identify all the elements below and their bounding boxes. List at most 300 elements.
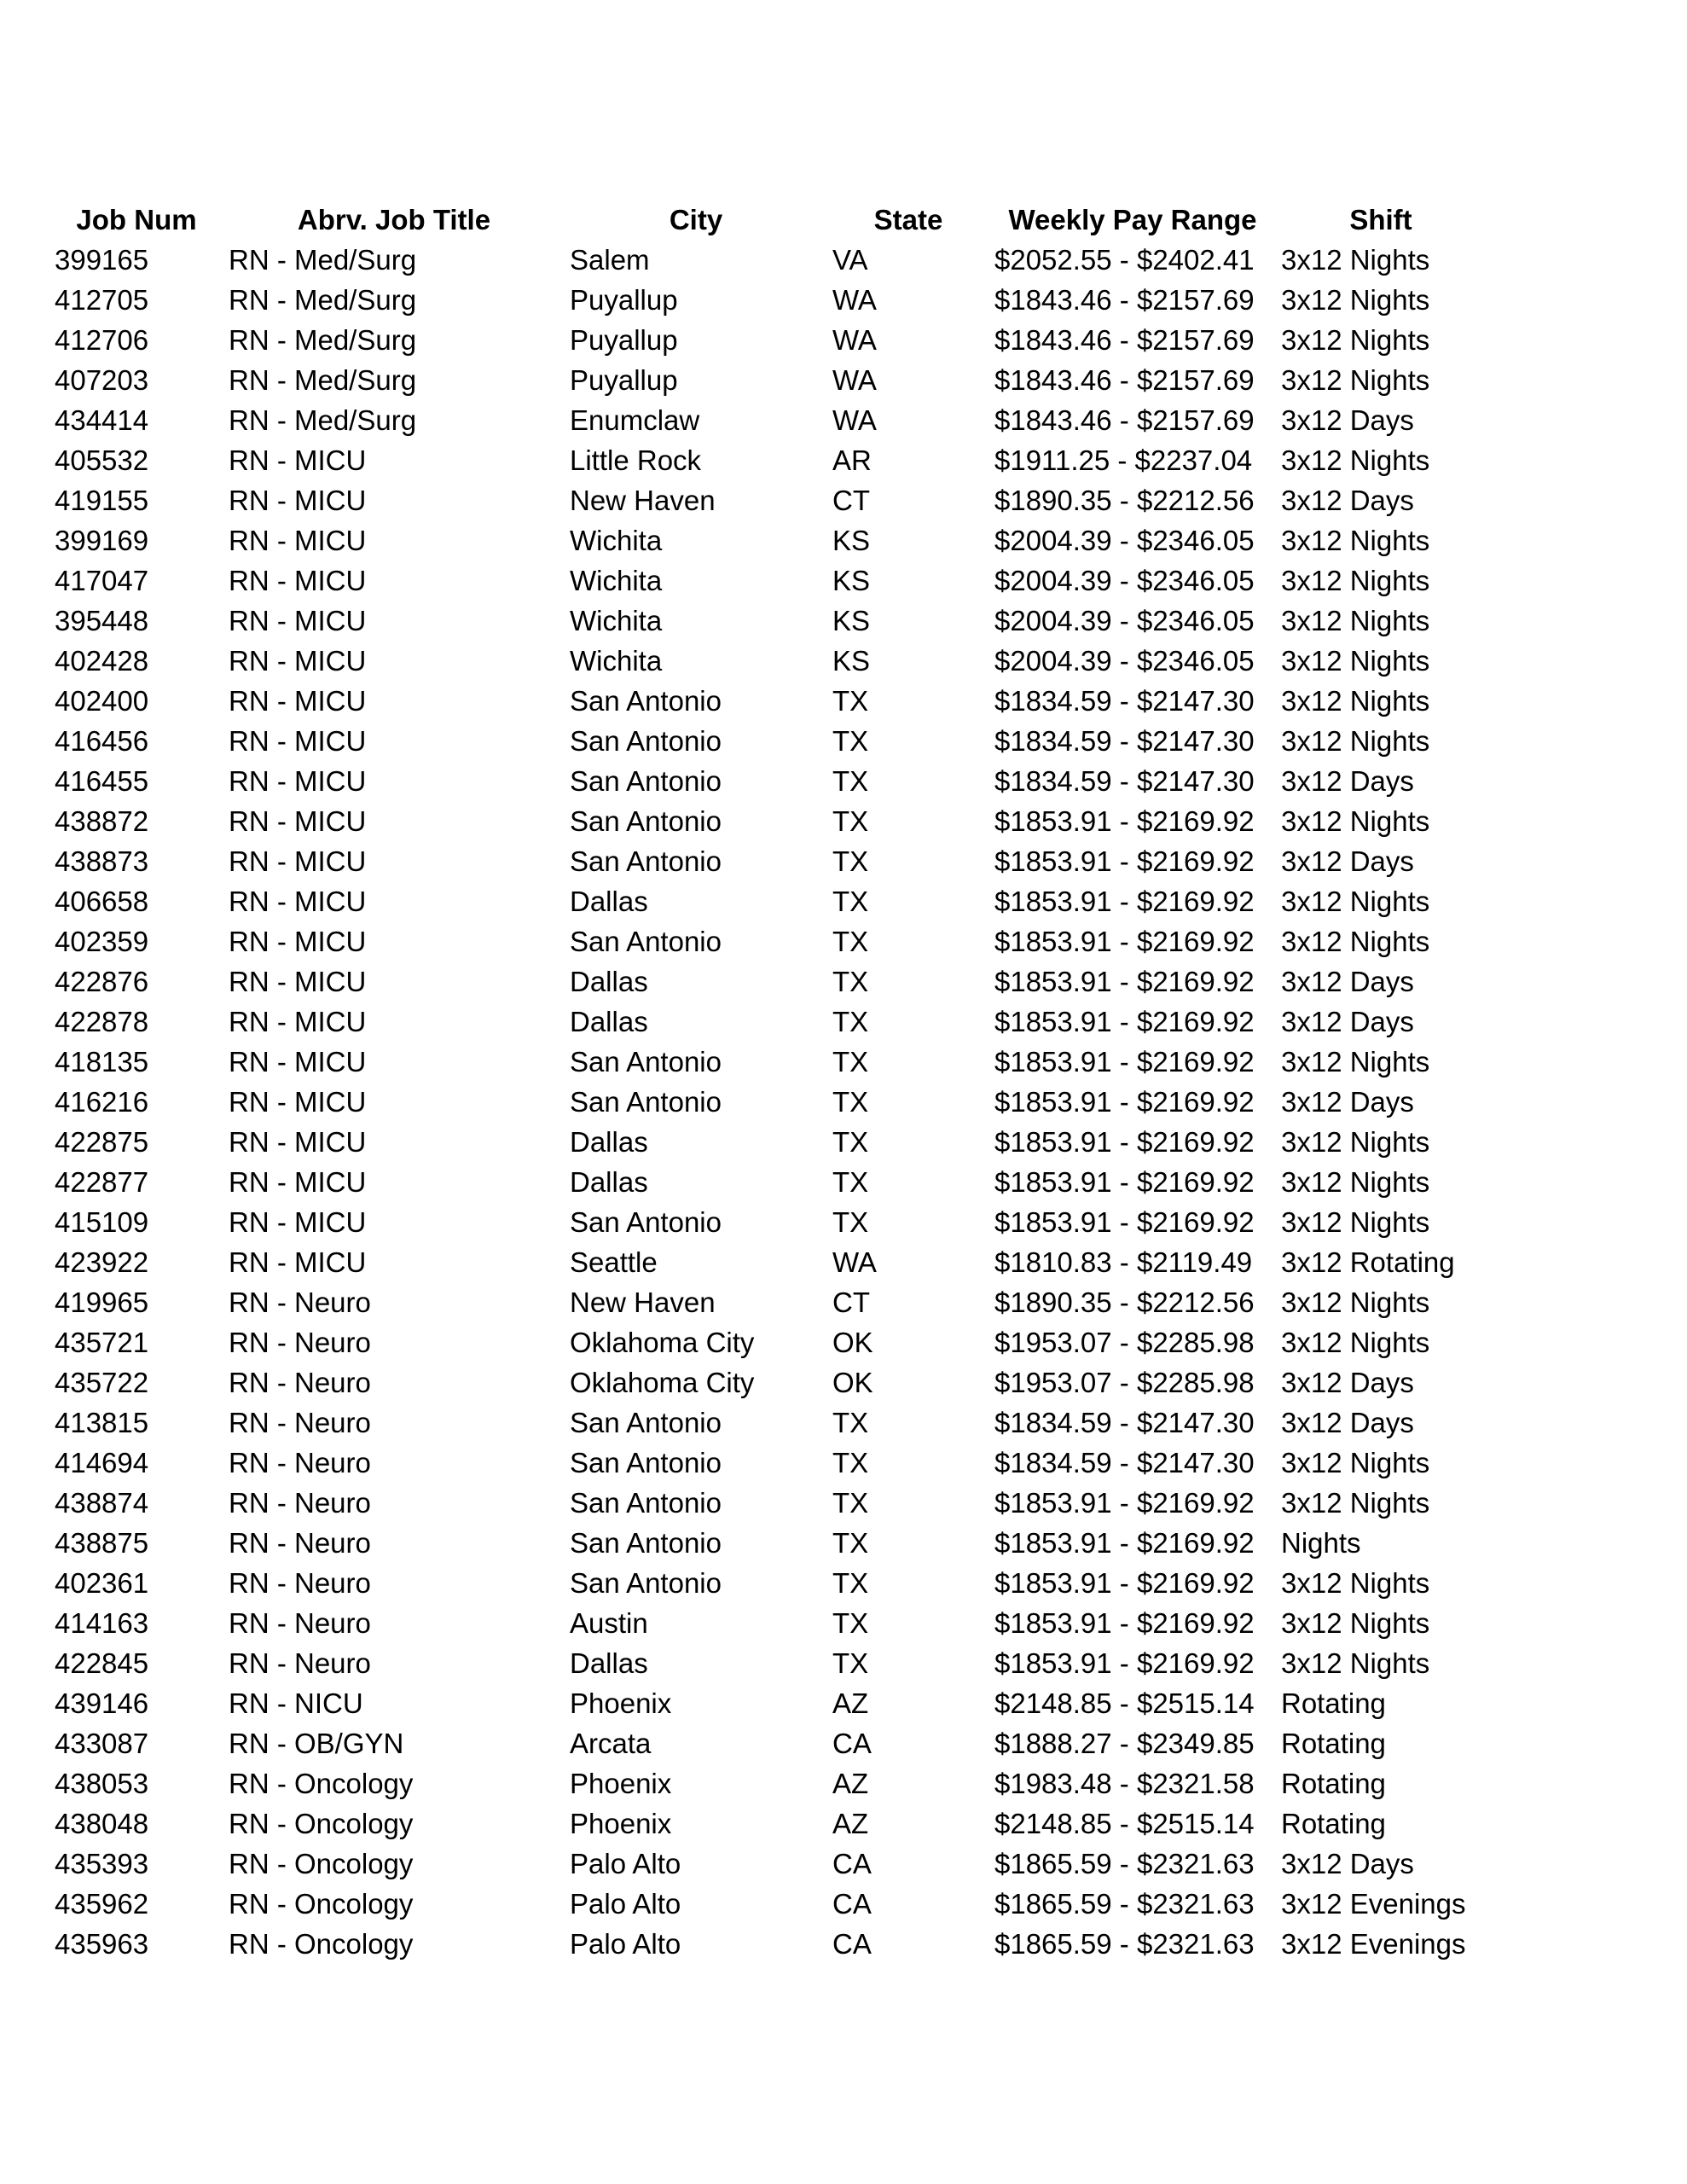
job-num-cell: 438053 xyxy=(55,1768,149,1799)
city-cell: Palo Alto xyxy=(570,1928,681,1960)
city-cell: Arcata xyxy=(570,1728,652,1759)
job-num-cell: 422875 xyxy=(55,1126,149,1158)
weekly-pay-cell: $1865.59 - $2321.63 xyxy=(994,1848,1255,1879)
shift-cell: 3x12 Nights xyxy=(1281,1567,1430,1599)
job-num-cell: 416456 xyxy=(55,725,149,757)
city-cell: Palo Alto xyxy=(570,1848,681,1879)
job-num-cell: 413815 xyxy=(55,1407,149,1438)
city-cell: Austin xyxy=(570,1607,648,1639)
table-row xyxy=(49,440,1486,480)
job-num-cell: 433087 xyxy=(55,1728,149,1759)
table-row xyxy=(49,1924,1486,1964)
city-cell: San Antonio xyxy=(570,1487,722,1519)
shift-cell: 3x12 Nights xyxy=(1281,1046,1430,1077)
table-row xyxy=(49,601,1486,641)
shift-cell: 3x12 Nights xyxy=(1281,565,1430,596)
shift-cell: 3x12 Days xyxy=(1281,1086,1414,1118)
table-row xyxy=(49,1122,1486,1162)
state-cell: WA xyxy=(832,404,877,436)
city-cell: Wichita xyxy=(570,645,663,677)
city-cell: San Antonio xyxy=(570,845,722,877)
job-num-cell: 395448 xyxy=(55,605,149,636)
city-cell: Salem xyxy=(570,244,650,276)
table-row xyxy=(49,881,1486,921)
table-row xyxy=(49,1082,1486,1122)
shift-cell: 3x12 Days xyxy=(1281,1006,1414,1037)
job-num-cell: 435962 xyxy=(55,1888,149,1920)
job-num-cell: 418135 xyxy=(55,1046,149,1077)
state-cell: TX xyxy=(832,1607,869,1639)
shift-cell: Nights xyxy=(1281,1527,1361,1559)
table-row xyxy=(49,961,1486,1002)
table-row xyxy=(49,1202,1486,1242)
shift-cell: Rotating xyxy=(1281,1808,1386,1839)
job-num-cell: 399165 xyxy=(55,244,149,276)
shift-cell: 3x12 Nights xyxy=(1281,444,1430,476)
job-num-cell: 419965 xyxy=(55,1287,149,1318)
state-cell: TX xyxy=(832,1447,869,1478)
weekly-pay-cell: $1834.59 - $2147.30 xyxy=(994,765,1255,797)
shift-cell: Rotating xyxy=(1281,1728,1386,1759)
table-row xyxy=(49,721,1486,761)
city-cell: Dallas xyxy=(570,1126,648,1158)
job-table xyxy=(49,200,1486,1964)
table-row xyxy=(49,1523,1486,1563)
shift-cell: 3x12 Evenings xyxy=(1281,1928,1466,1960)
state-cell: TX xyxy=(832,1487,869,1519)
shift-cell: 3x12 Nights xyxy=(1281,926,1430,957)
job-num-cell: 423922 xyxy=(55,1246,149,1278)
job-num-cell: 438873 xyxy=(55,845,149,877)
city-cell: New Haven xyxy=(570,485,716,516)
city-cell: Dallas xyxy=(570,966,648,997)
shift-cell: 3x12 Rotating xyxy=(1281,1246,1455,1278)
header-row xyxy=(49,200,1486,240)
city-cell: Palo Alto xyxy=(570,1888,681,1920)
job-title-cell: RN - Neuro xyxy=(229,1567,371,1599)
table-row xyxy=(49,1763,1486,1804)
city-cell: San Antonio xyxy=(570,685,722,717)
weekly-pay-cell: $1843.46 - $2157.69 xyxy=(994,404,1255,436)
job-title-cell: RN - Neuro xyxy=(229,1527,371,1559)
weekly-pay-cell: $1865.59 - $2321.63 xyxy=(994,1928,1255,1960)
state-cell: WA xyxy=(832,364,877,396)
shift-cell: 3x12 Days xyxy=(1281,845,1414,877)
shift-cell: 3x12 Nights xyxy=(1281,324,1430,356)
job-title-cell: RN - Med/Surg xyxy=(229,284,417,316)
shift-cell: 3x12 Days xyxy=(1281,765,1414,797)
table-row xyxy=(49,400,1486,440)
job-num-cell: 407203 xyxy=(55,364,149,396)
table-row xyxy=(49,921,1486,961)
job-num-cell: 402428 xyxy=(55,645,149,677)
table-row xyxy=(49,1362,1486,1403)
header-job-num: Job Num xyxy=(76,204,197,235)
state-cell: TX xyxy=(832,685,869,717)
job-title-cell: RN - Oncology xyxy=(229,1928,414,1960)
state-cell: TX xyxy=(832,1206,869,1238)
job-num-cell: 422876 xyxy=(55,966,149,997)
job-title-cell: RN - MICU xyxy=(229,605,367,636)
job-title-cell: RN - NICU xyxy=(229,1687,363,1719)
city-cell: San Antonio xyxy=(570,1527,722,1559)
state-cell: TX xyxy=(832,765,869,797)
city-cell: New Haven xyxy=(570,1287,716,1318)
city-cell: Puyallup xyxy=(570,364,678,396)
state-cell: TX xyxy=(832,926,869,957)
job-title-cell: RN - Med/Surg xyxy=(229,324,417,356)
job-title-cell: RN - MICU xyxy=(229,645,367,677)
state-cell: KS xyxy=(832,565,871,596)
weekly-pay-cell: $1843.46 - $2157.69 xyxy=(994,284,1255,316)
shift-cell: Rotating xyxy=(1281,1768,1386,1799)
table-row xyxy=(49,1723,1486,1763)
city-cell: San Antonio xyxy=(570,1086,722,1118)
shift-cell: 3x12 Nights xyxy=(1281,645,1430,677)
city-cell: San Antonio xyxy=(570,926,722,957)
job-num-cell: 402361 xyxy=(55,1567,149,1599)
table-row xyxy=(49,1844,1486,1884)
shift-cell: 3x12 Nights xyxy=(1281,805,1430,837)
job-title-cell: RN - MICU xyxy=(229,1246,367,1278)
job-title-cell: RN - MICU xyxy=(229,525,367,556)
state-cell: OK xyxy=(832,1327,873,1358)
weekly-pay-cell: $1834.59 - $2147.30 xyxy=(994,1407,1255,1438)
table-row xyxy=(49,520,1486,561)
weekly-pay-cell: $1853.91 - $2169.92 xyxy=(994,1046,1255,1077)
job-num-cell: 438872 xyxy=(55,805,149,837)
city-cell: Enumclaw xyxy=(570,404,700,436)
header-job-title: Abrv. Job Title xyxy=(297,204,491,235)
shift-cell: 3x12 Nights xyxy=(1281,886,1430,917)
job-title-cell: RN - OB/GYN xyxy=(229,1728,404,1759)
weekly-pay-cell: $1853.91 - $2169.92 xyxy=(994,1006,1255,1037)
shift-cell: 3x12 Nights xyxy=(1281,525,1430,556)
job-title-cell: RN - MICU xyxy=(229,1006,367,1037)
weekly-pay-cell: $1983.48 - $2321.58 xyxy=(994,1768,1255,1799)
job-title-cell: RN - MICU xyxy=(229,1166,367,1198)
state-cell: TX xyxy=(832,966,869,997)
weekly-pay-cell: $2004.39 - $2346.05 xyxy=(994,605,1255,636)
shift-cell: 3x12 Nights xyxy=(1281,1126,1430,1158)
job-num-cell: 399169 xyxy=(55,525,149,556)
weekly-pay-cell: $1834.59 - $2147.30 xyxy=(994,685,1255,717)
state-cell: TX xyxy=(832,1126,869,1158)
weekly-pay-cell: $1834.59 - $2147.30 xyxy=(994,1447,1255,1478)
job-num-cell: 414694 xyxy=(55,1447,149,1478)
weekly-pay-cell: $1853.91 - $2169.92 xyxy=(994,1647,1255,1679)
city-cell: San Antonio xyxy=(570,1567,722,1599)
state-cell: AZ xyxy=(832,1808,869,1839)
table-row xyxy=(49,1443,1486,1483)
state-cell: AR xyxy=(832,444,872,476)
shift-cell: 3x12 Nights xyxy=(1281,1287,1430,1318)
weekly-pay-cell: $2148.85 - $2515.14 xyxy=(994,1687,1255,1719)
weekly-pay-cell: $2004.39 - $2346.05 xyxy=(994,645,1255,677)
city-cell: Phoenix xyxy=(570,1687,672,1719)
state-cell: TX xyxy=(832,886,869,917)
shift-cell: 3x12 Nights xyxy=(1281,685,1430,717)
shift-cell: 3x12 Nights xyxy=(1281,364,1430,396)
job-title-cell: RN - Med/Surg xyxy=(229,364,417,396)
job-title-cell: RN - MICU xyxy=(229,565,367,596)
table-row xyxy=(49,280,1486,320)
job-title-cell: RN - Neuro xyxy=(229,1367,371,1398)
state-cell: TX xyxy=(832,1407,869,1438)
weekly-pay-cell: $1853.91 - $2169.92 xyxy=(994,966,1255,997)
job-title-cell: RN - Neuro xyxy=(229,1327,371,1358)
table-row xyxy=(49,1042,1486,1082)
job-title-cell: RN - MICU xyxy=(229,725,367,757)
job-title-cell: RN - MICU xyxy=(229,845,367,877)
job-title-cell: RN - Neuro xyxy=(229,1447,371,1478)
weekly-pay-cell: $1953.07 - $2285.98 xyxy=(994,1327,1255,1358)
job-title-cell: RN - MICU xyxy=(229,805,367,837)
job-title-cell: RN - MICU xyxy=(229,1206,367,1238)
city-cell: Phoenix xyxy=(570,1768,672,1799)
job-title-cell: RN - Neuro xyxy=(229,1647,371,1679)
job-num-cell: 402359 xyxy=(55,926,149,957)
job-num-cell: 438874 xyxy=(55,1487,149,1519)
state-cell: KS xyxy=(832,605,871,636)
city-cell: Oklahoma City xyxy=(570,1367,755,1398)
job-title-cell: RN - MICU xyxy=(229,966,367,997)
city-cell: Dallas xyxy=(570,1647,648,1679)
state-cell: WA xyxy=(832,324,877,356)
state-cell: CT xyxy=(832,485,870,516)
table-row xyxy=(49,841,1486,881)
table-row xyxy=(49,1162,1486,1202)
shift-cell: 3x12 Days xyxy=(1281,1407,1414,1438)
job-title-cell: RN - MICU xyxy=(229,765,367,797)
state-cell: TX xyxy=(832,1046,869,1077)
city-cell: San Antonio xyxy=(570,1046,722,1077)
shift-cell: 3x12 Days xyxy=(1281,404,1414,436)
table-row xyxy=(49,681,1486,721)
city-cell: Little Rock xyxy=(570,444,702,476)
city-cell: Dallas xyxy=(570,886,648,917)
job-num-cell: 416216 xyxy=(55,1086,149,1118)
city-cell: Oklahoma City xyxy=(570,1327,755,1358)
shift-cell: 3x12 Nights xyxy=(1281,284,1430,316)
table-row xyxy=(49,1483,1486,1523)
job-num-cell: 435721 xyxy=(55,1327,149,1358)
job-title-cell: RN - Neuro xyxy=(229,1487,371,1519)
table-row xyxy=(49,480,1486,520)
weekly-pay-cell: $1853.91 - $2169.92 xyxy=(994,926,1255,957)
weekly-pay-cell: $1834.59 - $2147.30 xyxy=(994,725,1255,757)
table-row xyxy=(49,801,1486,841)
job-num-cell: 406658 xyxy=(55,886,149,917)
weekly-pay-cell: $2004.39 - $2346.05 xyxy=(994,565,1255,596)
job-title-cell: RN - Med/Surg xyxy=(229,244,417,276)
shift-cell: 3x12 Days xyxy=(1281,1848,1414,1879)
job-rows xyxy=(49,240,1486,1964)
table-row xyxy=(49,641,1486,681)
state-cell: TX xyxy=(832,1086,869,1118)
state-cell: AZ xyxy=(832,1768,869,1799)
job-title-cell: RN - Neuro xyxy=(229,1287,371,1318)
table-row xyxy=(49,1282,1486,1322)
weekly-pay-cell: $1853.91 - $2169.92 xyxy=(994,1126,1255,1158)
weekly-pay-cell: $1865.59 - $2321.63 xyxy=(994,1888,1255,1920)
state-cell: AZ xyxy=(832,1687,869,1719)
shift-cell: 3x12 Days xyxy=(1281,485,1414,516)
weekly-pay-cell: $1843.46 - $2157.69 xyxy=(994,364,1255,396)
city-cell: Wichita xyxy=(570,605,663,636)
weekly-pay-cell: $1853.91 - $2169.92 xyxy=(994,845,1255,877)
weekly-pay-cell: $1853.91 - $2169.92 xyxy=(994,1206,1255,1238)
city-cell: San Antonio xyxy=(570,725,722,757)
city-cell: San Antonio xyxy=(570,1447,722,1478)
table-row xyxy=(49,761,1486,801)
state-cell: TX xyxy=(832,1166,869,1198)
shift-cell: 3x12 Evenings xyxy=(1281,1888,1466,1920)
table-row xyxy=(49,1322,1486,1362)
job-num-cell: 417047 xyxy=(55,565,149,596)
city-cell: Puyallup xyxy=(570,284,678,316)
state-cell: TX xyxy=(832,1527,869,1559)
weekly-pay-cell: $2004.39 - $2346.05 xyxy=(994,525,1255,556)
weekly-pay-cell: $2052.55 - $2402.41 xyxy=(994,244,1255,276)
city-cell: Dallas xyxy=(570,1006,648,1037)
weekly-pay-cell: $1853.91 - $2169.92 xyxy=(994,1527,1255,1559)
city-cell: Dallas xyxy=(570,1166,648,1198)
state-cell: TX xyxy=(832,1647,869,1679)
city-cell: Seattle xyxy=(570,1246,658,1278)
header-city: City xyxy=(669,204,723,235)
shift-cell: Rotating xyxy=(1281,1687,1386,1719)
shift-cell: 3x12 Nights xyxy=(1281,1206,1430,1238)
job-num-cell: 416455 xyxy=(55,765,149,797)
city-cell: San Antonio xyxy=(570,765,722,797)
state-cell: CT xyxy=(832,1287,870,1318)
job-title-cell: RN - Oncology xyxy=(229,1768,414,1799)
table-row xyxy=(49,1603,1486,1643)
job-title-cell: RN - MICU xyxy=(229,685,367,717)
weekly-pay-cell: $1810.83 - $2119.49 xyxy=(994,1246,1253,1278)
shift-cell: 3x12 Nights xyxy=(1281,1487,1430,1519)
city-cell: Puyallup xyxy=(570,324,678,356)
job-title-cell: RN - MICU xyxy=(229,1126,367,1158)
job-num-cell: 412705 xyxy=(55,284,149,316)
shift-cell: 3x12 Nights xyxy=(1281,1166,1430,1198)
city-cell: San Antonio xyxy=(570,1407,722,1438)
weekly-pay-cell: $1911.25 - $2237.04 xyxy=(994,444,1253,476)
shift-cell: 3x12 Nights xyxy=(1281,1647,1430,1679)
job-num-cell: 402400 xyxy=(55,685,149,717)
job-title-cell: RN - MICU xyxy=(229,926,367,957)
state-cell: KS xyxy=(832,645,871,677)
job-num-cell: 422877 xyxy=(55,1166,149,1198)
table-row xyxy=(49,1002,1486,1042)
job-num-cell: 412706 xyxy=(55,324,149,356)
state-cell: WA xyxy=(832,1246,877,1278)
job-num-cell: 438048 xyxy=(55,1808,149,1839)
job-num-cell: 419155 xyxy=(55,485,149,516)
table-row xyxy=(49,1242,1486,1282)
weekly-pay-cell: $1853.91 - $2169.92 xyxy=(994,1567,1255,1599)
weekly-pay-cell: $1853.91 - $2169.92 xyxy=(994,1607,1255,1639)
job-title-cell: RN - Neuro xyxy=(229,1607,371,1639)
shift-cell: 3x12 Days xyxy=(1281,1367,1414,1398)
job-title-cell: RN - MICU xyxy=(229,1046,367,1077)
state-cell: TX xyxy=(832,805,869,837)
job-num-cell: 422878 xyxy=(55,1006,149,1037)
shift-cell: 3x12 Nights xyxy=(1281,244,1430,276)
shift-cell: 3x12 Nights xyxy=(1281,1327,1430,1358)
state-cell: TX xyxy=(832,725,869,757)
shift-cell: 3x12 Nights xyxy=(1281,605,1430,636)
weekly-pay-cell: $1853.91 - $2169.92 xyxy=(994,1487,1255,1519)
state-cell: KS xyxy=(832,525,871,556)
state-cell: CA xyxy=(832,1888,872,1920)
table-row xyxy=(49,561,1486,601)
job-num-cell: 438875 xyxy=(55,1527,149,1559)
job-title-cell: RN - MICU xyxy=(229,1086,367,1118)
city-cell: San Antonio xyxy=(570,1206,722,1238)
weekly-pay-cell: $2148.85 - $2515.14 xyxy=(994,1808,1255,1839)
job-num-cell: 435393 xyxy=(55,1848,149,1879)
state-cell: TX xyxy=(832,1567,869,1599)
city-cell: Phoenix xyxy=(570,1808,672,1839)
shift-cell: 3x12 Nights xyxy=(1281,725,1430,757)
weekly-pay-cell: $1890.35 - $2212.56 xyxy=(994,1287,1255,1318)
city-cell: Wichita xyxy=(570,525,663,556)
state-cell: CA xyxy=(832,1728,872,1759)
table-row xyxy=(49,360,1486,400)
job-title-cell: RN - MICU xyxy=(229,886,367,917)
job-num-cell: 414163 xyxy=(55,1607,149,1639)
table-row xyxy=(49,1643,1486,1683)
job-num-cell: 435722 xyxy=(55,1367,149,1398)
table-row xyxy=(49,1884,1486,1924)
weekly-pay-cell: $1890.35 - $2212.56 xyxy=(994,485,1255,516)
weekly-pay-cell: $1853.91 - $2169.92 xyxy=(994,1166,1255,1198)
job-num-cell: 405532 xyxy=(55,444,149,476)
weekly-pay-cell: $1888.27 - $2349.85 xyxy=(994,1728,1255,1759)
weekly-pay-cell: $1843.46 - $2157.69 xyxy=(994,324,1255,356)
table-row xyxy=(49,320,1486,360)
shift-cell: 3x12 Nights xyxy=(1281,1447,1430,1478)
job-title-cell: RN - Oncology xyxy=(229,1888,414,1920)
shift-cell: 3x12 Days xyxy=(1281,966,1414,997)
shift-cell: 3x12 Nights xyxy=(1281,1607,1430,1639)
weekly-pay-cell: $1853.91 - $2169.92 xyxy=(994,805,1255,837)
table-row xyxy=(49,1804,1486,1844)
state-cell: OK xyxy=(832,1367,873,1398)
table-row xyxy=(49,1563,1486,1603)
weekly-pay-cell: $1853.91 - $2169.92 xyxy=(994,1086,1255,1118)
job-title-cell: RN - Oncology xyxy=(229,1808,414,1839)
city-cell: Wichita xyxy=(570,565,663,596)
weekly-pay-cell: $1953.07 - $2285.98 xyxy=(994,1367,1255,1398)
job-title-cell: RN - Oncology xyxy=(229,1848,414,1879)
header-state: State xyxy=(873,204,943,235)
state-cell: CA xyxy=(832,1848,872,1879)
job-title-cell: RN - Med/Surg xyxy=(229,404,417,436)
job-num-cell: 422845 xyxy=(55,1647,149,1679)
state-cell: VA xyxy=(832,244,868,276)
state-cell: CA xyxy=(832,1928,872,1960)
header-shift: Shift xyxy=(1349,204,1412,235)
state-cell: WA xyxy=(832,284,877,316)
job-title-cell: RN - MICU xyxy=(229,485,367,516)
job-title-cell: RN - MICU xyxy=(229,444,367,476)
job-num-cell: 435963 xyxy=(55,1928,149,1960)
city-cell: San Antonio xyxy=(570,805,722,837)
table-row xyxy=(49,240,1486,280)
